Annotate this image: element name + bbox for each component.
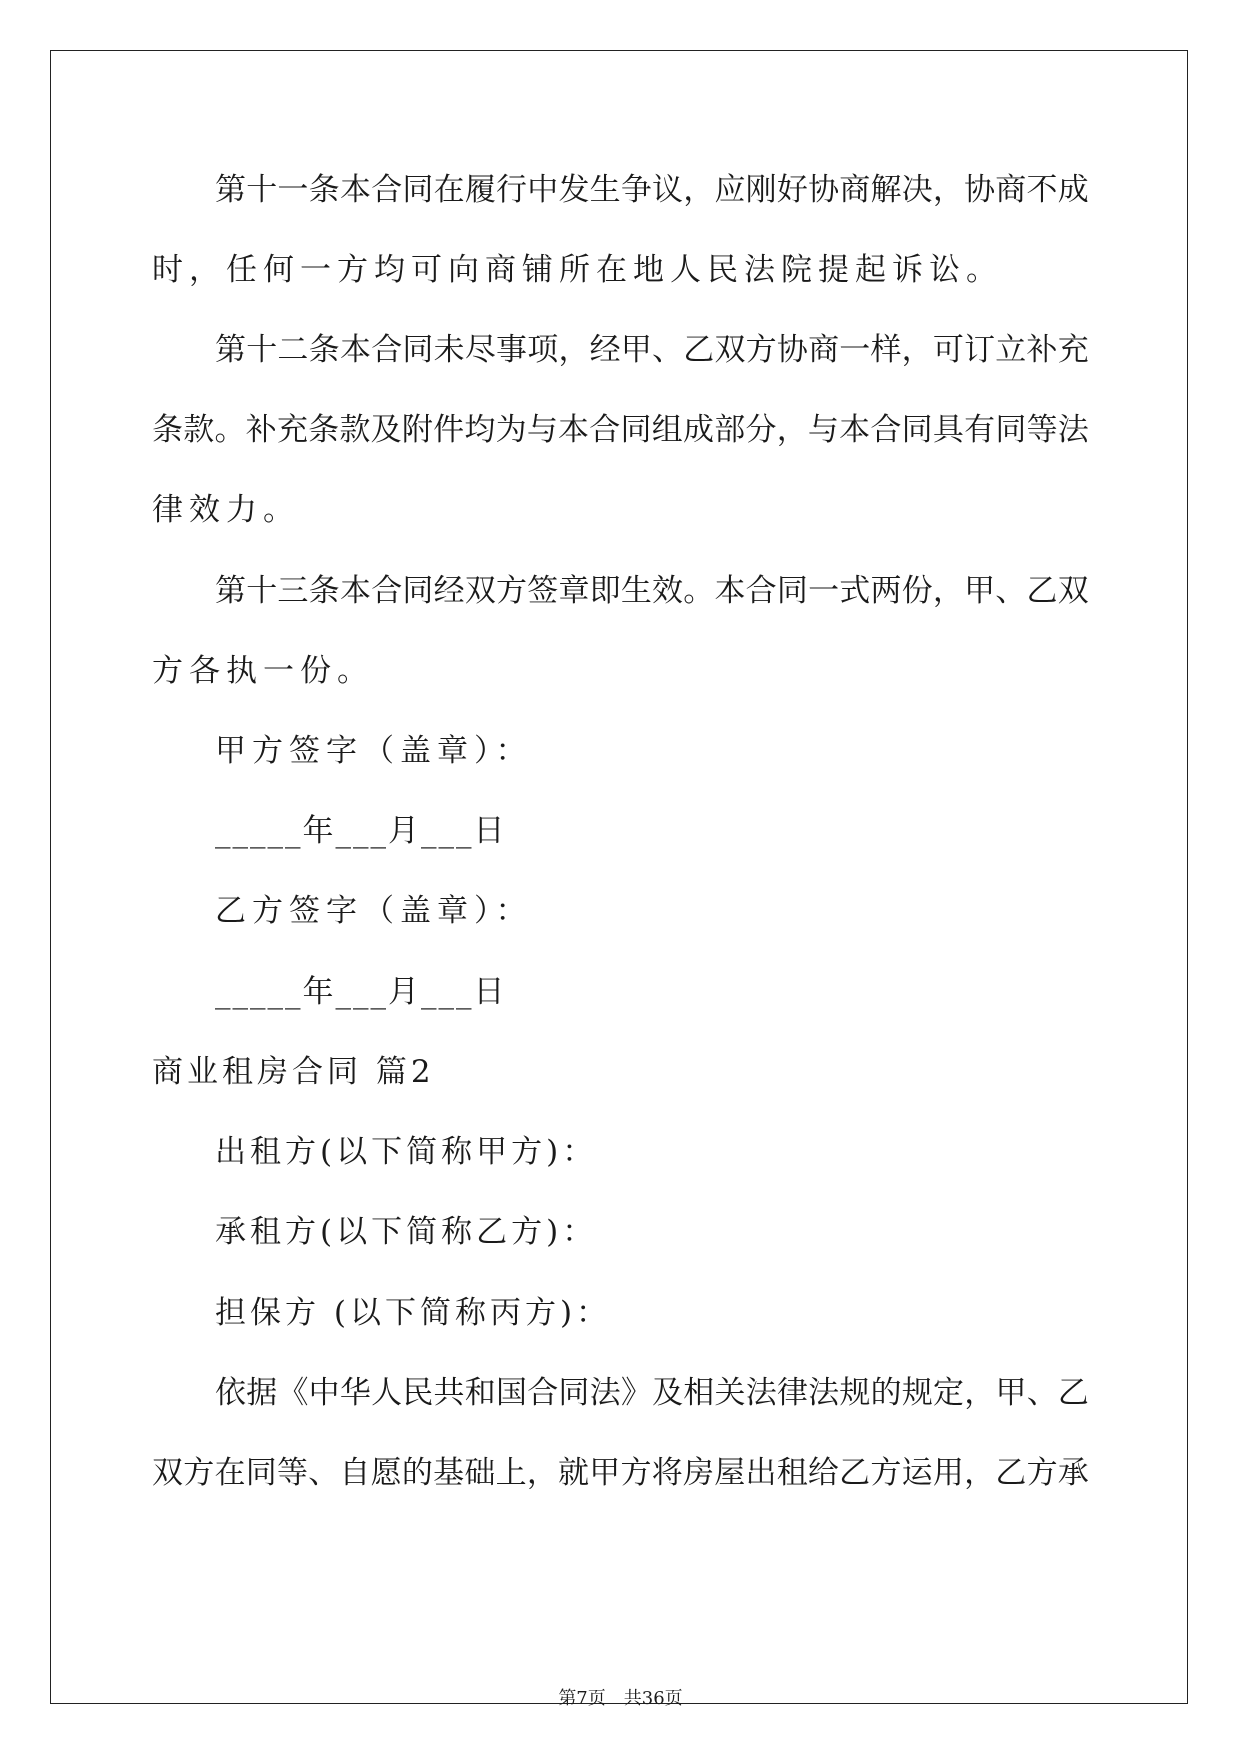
guarantor-label: 担保方 (以下简称丙方)： <box>215 1295 612 1331</box>
paragraph-line: 时，任何一方均可向商铺所在地人民法院提起诉讼。 <box>152 252 1003 288</box>
paragraph-line: 第 十 一 条 本 合 同 在 履 行 中 发 生 争 议 ， 应 刚 好 协 商 解 决 ， 协 商 不 成 <box>215 172 1089 208</box>
lessee-label: 承租方(以下简称乙方)： <box>215 1214 598 1250</box>
paragraph-line: 第 十 二 条 本 合 同 未 尽 事 项 ， 经 甲 、 乙 双 方 协 商 一 样 ， 可 订 立 补 充 <box>215 332 1089 368</box>
page-number: 第7页 共36页 <box>558 1688 683 1709</box>
paragraph-line: 依 据 《 中 华 人 民 共 和 国 合 同 法 》 及 相 关 法 律 法 规 的 规 定 ， 甲 、 乙 <box>215 1375 1089 1411</box>
paragraph-line: 第 十 三 条 本 合 同 经 双 方 签 章 即 生 效 。 本 合 同 一 式 两 份 ， 甲 、 乙 双 <box>215 573 1089 609</box>
paragraph-line: 方各执一份。 <box>152 653 374 689</box>
party-b-date-line: _____年___月___日 <box>215 974 507 1010</box>
party-a-date-line: _____年___月___日 <box>215 813 507 849</box>
lessor-label: 出租方(以下简称甲方)： <box>215 1134 598 1170</box>
paragraph-line: 双 方 在 同 等 、 自 愿 的 基 础 上 ， 就 甲 方 将 房 屋 出 租 给 乙 方 运 用 ， 乙 方 承 <box>152 1455 1089 1491</box>
party-a-signature-label: 甲方签字（盖章）： <box>215 733 533 769</box>
paragraph-line: 律效力。 <box>152 492 300 528</box>
party-b-signature-label: 乙方签字（盖章）： <box>215 893 533 929</box>
paragraph-line: 条 款 。 补 充 条 款 及 附 件 均 为 与 本 合 同 组 成 部 分 ， 与 本 合 同 具 有 同 等 法 <box>152 412 1089 448</box>
section-heading: 商业租房合同 篇2 <box>152 1054 435 1090</box>
